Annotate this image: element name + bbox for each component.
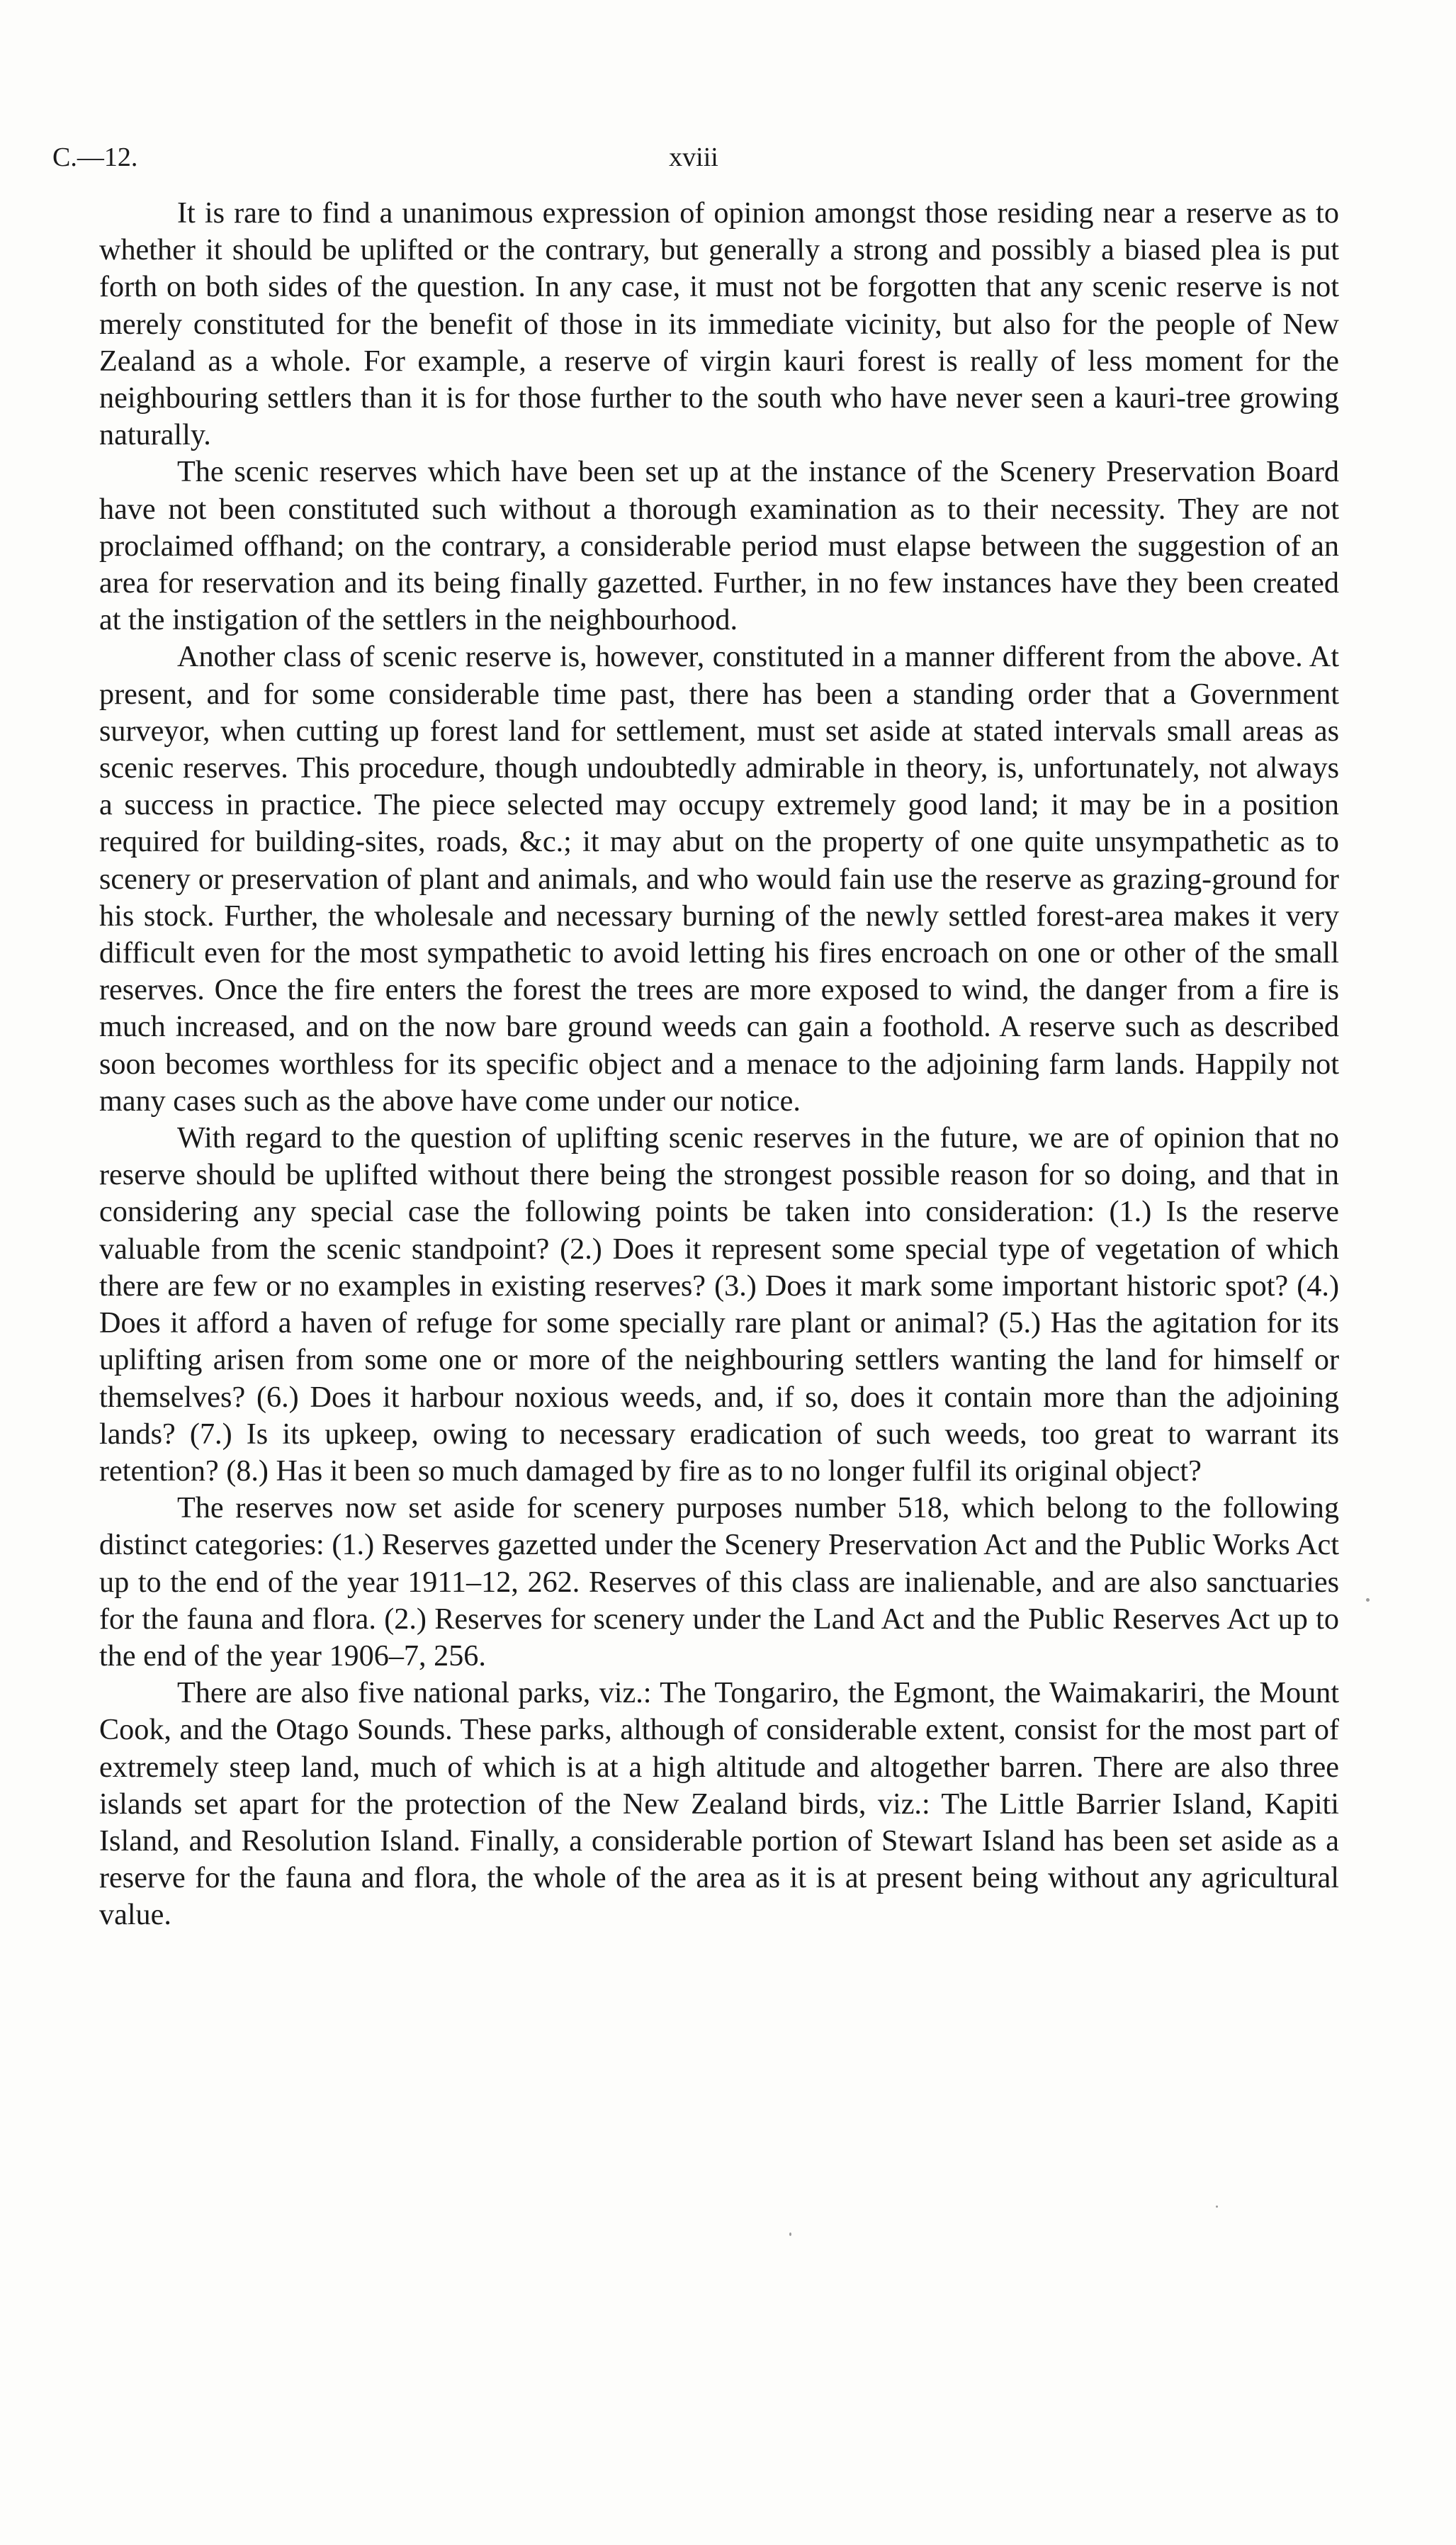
body-text — [99, 195, 1339, 1934]
page-number: xviii — [669, 142, 718, 172]
paragraph-surveyor-reserves: Another class of scenic reserve is, however, constituted in a manner different from the above. At present, and for some considerable time past, there has been a standing order that a Government surveyor, when cutting up forest land for settlement, must set aside at stated intervals small areas as scenic reserves. This procedure, though undoubtedly admirable in theory, is, unfortunately, not always a success in practice. The piece selected may occupy extremely good land; it may be in a position required for building-sites, roads, &c.; it may abut on the property of one quite unsympathetic as to scenery or preservation of plant and animals, and who would fain use the reserve as grazing-ground for his stock. Further, the wholesale and necessary burning of the newly settled forest-area makes it very difficult even for the most sympathetic to avoid letting his fires encroach on one or other of the small reserves. Once the fire enters the forest the trees are more exposed to wind, the danger from a fire is much increased, and on the now bare ground weeds can gain a foothold. A reserve such as described soon becomes worthless for its specific object and a menace to the adjoining farm lands. Happily not many cases such as the above have come under our notice. — [99, 640, 1339, 1118]
document-reference: C.—12. — [52, 142, 138, 172]
scan-speck — [789, 2232, 791, 2236]
paragraph-reserve-categories: The reserves now set aside for scenery purposes number 518, which belong to the following distinct categories: (1.) Reserves gazetted under the Scenery Preservation Act and the Public Works Act up to the end of the year 1911–12, 262. Reserves of this class are inalienable, and are also sanctuaries for the fauna and flora. (2.) Reserves for scenery under the Land Act and the Public Reserves Act up to the end of the year 1906–7, 256. — [99, 1491, 1339, 1673]
paragraph-uplifting-criteria: With regard to the question of uplifting scenic reserves in the future, we are of opinion that no reserve should be uplifted without there being the strongest possible reason for so doing, and that in considering any special case the following points be taken into consideration: (1.) Is the reserve valuable from the scenic standpoint? (2.) Does it represent some special type of vegetation of which there are few or no examples in existing reserves? (3.) Does it mark some important historic spot? (4.) Does it afford a haven of refuge for some specially rare plant or animal? (5.) Has the agitation for its uplifting arisen from some one or more of the neighbouring settlers wanting the land for himself or themselves? (6.) Does it harbour noxious weeds, and, if so, does it contain more than the adjoining lands? (7.) Is its upkeep, owing to necessary eradication of such weeds, too great to warrant its retention? (8.) Has it been so much damaged by fire as to no longer fulfil its original object? — [99, 1121, 1339, 1488]
scan-speck — [1216, 2206, 1218, 2208]
page-header — [52, 136, 1335, 179]
paragraph-reserve-opinions: It is rare to find a unanimous expression of opinion amongst those residing near a reserve as to whether it should be uplifted or the contrary, but generally a strong and possibly a biased plea is put forth on both sides of the question. In any case, it must not be forgotten that any scenic reserve is not merely constituted for the benefit of those in its immediate vicinity, but also for the people of New Zealand as a whole. For example, a reserve of virgin kauri forest is really of less moment for the neighbouring settlers than it is for those further to the south who have never seen a kauri-tree growing naturally. — [99, 196, 1339, 452]
paragraph-national-parks: There are also five national parks, viz.: The Tongariro, the Egmont, the Waimakariri, the Mount Cook, and the Otago Sounds. These parks, although of considerable extent, consist for the most part of extremely steep land, much of which is at a high altitude and altogether barren. There are also three islands set apart for the protection of the New Zealand birds, viz.: The Little Barrier Island, Kapiti Island, and Resolution Island. Finally, a considerable portion of Stewart Island has been set aside as a reserve for the fauna and flora, the whole of the area as it is at present being without any agricultural value. — [99, 1676, 1339, 1932]
scan-speck — [1366, 1598, 1370, 1602]
paragraph-scenery-board: The scenic reserves which have been set up at the instance of the Scenery Preservation Board have not been constituted such without a thorough examination as to their necessity. They are not proclaimed offhand; on the contrary, a considerable period must elapse between the suggestion of an area for reservation and its being finally gazetted. Further, in no few instances have they been created at the instigation of the settlers in the neighbourhood. — [99, 455, 1339, 637]
